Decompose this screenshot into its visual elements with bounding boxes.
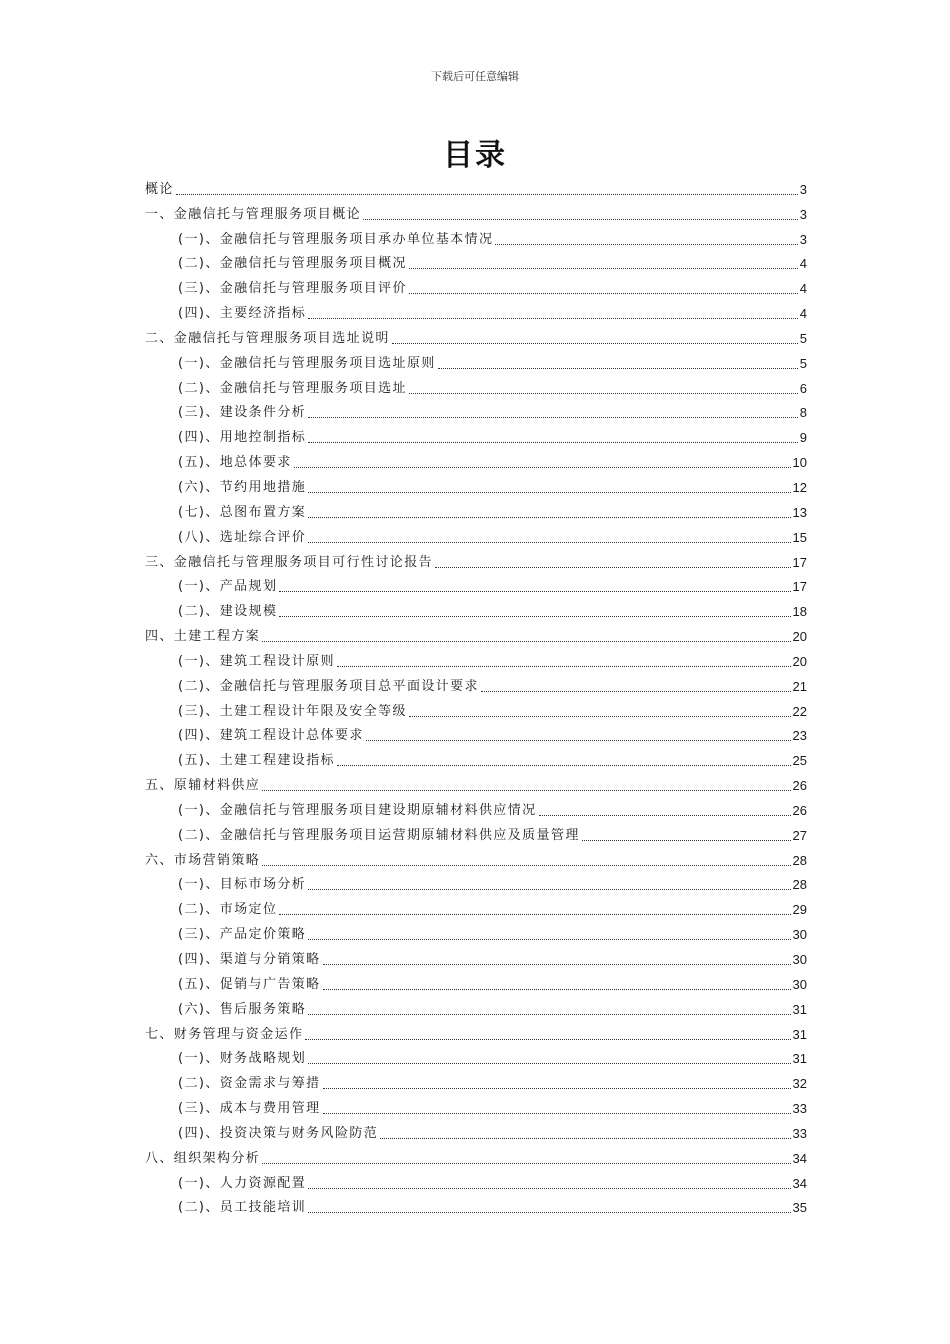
toc-dot-leader [308, 441, 798, 443]
toc-page-number: 30 [792, 927, 807, 943]
toc-entry[interactable] [145, 1193, 807, 1218]
toc-entry-text: (五)、土建工程建设指标 [178, 753, 335, 769]
toc-page-number: 4 [799, 281, 807, 297]
toc-entry[interactable] [145, 919, 807, 944]
toc-entry-text: (五)、地总体要求 [178, 455, 292, 471]
toc-page-number: 25 [792, 753, 807, 769]
toc-entry-text: (三)、建设条件分析 [178, 405, 307, 421]
toc-dot-leader [409, 715, 791, 717]
toc-page-number: 22 [792, 703, 807, 719]
toc-entry[interactable] [145, 447, 807, 472]
toc-entry[interactable] [145, 422, 807, 447]
toc-entry[interactable] [145, 596, 807, 621]
toc-entry[interactable] [145, 994, 807, 1019]
toc-dot-leader [495, 243, 797, 245]
toc-entry-text: (一)、人力资源配置 [178, 1175, 307, 1191]
toc-page-number: 20 [792, 653, 807, 669]
toc-dot-leader [409, 267, 798, 269]
toc-entry-text: (六)、售后服务策略 [178, 1001, 307, 1017]
toc-entry[interactable] [145, 398, 807, 423]
toc-entry-text: (二)、金融信托与管理服务项目概况 [178, 256, 407, 272]
toc-page-number: 31 [792, 1026, 807, 1042]
toc-dot-leader [435, 566, 791, 568]
toc-dot-leader [582, 839, 791, 841]
table-of-contents [145, 174, 807, 1217]
toc-page-number: 17 [792, 579, 807, 595]
toc-dot-leader [366, 739, 791, 741]
toc-dot-leader [409, 392, 798, 394]
toc-entry[interactable] [145, 298, 807, 323]
toc-page-number: 21 [792, 678, 807, 694]
toc-page-number: 28 [792, 852, 807, 868]
toc-entry[interactable] [145, 969, 807, 994]
toc-page-number: 15 [792, 529, 807, 545]
toc-page-number: 26 [792, 802, 807, 818]
toc-entry[interactable] [145, 770, 807, 795]
toc-entry-text: 四、土建工程方案 [145, 629, 261, 645]
toc-dot-leader [481, 690, 791, 692]
toc-entry[interactable] [145, 1044, 807, 1069]
toc-page-number: 3 [799, 206, 807, 222]
toc-entry[interactable] [145, 572, 807, 597]
toc-entry-text: (八)、选址综合评价 [178, 529, 307, 545]
toc-page-number: 27 [792, 827, 807, 843]
toc-dot-leader [438, 367, 798, 369]
toc-entry-text: 二、金融信托与管理服务项目选址说明 [145, 330, 390, 346]
toc-dot-leader [337, 764, 791, 766]
toc-dot-leader [279, 615, 790, 617]
toc-page-number: 31 [792, 1051, 807, 1067]
toc-entry-text: (一)、财务战略规划 [178, 1051, 307, 1067]
toc-entry[interactable] [145, 721, 807, 746]
toc-page-number: 5 [799, 330, 807, 346]
toc-dot-leader [323, 988, 791, 990]
toc-entry[interactable] [145, 174, 807, 199]
toc-page-number: 35 [792, 1200, 807, 1216]
toc-dot-leader [308, 516, 790, 518]
toc-entry[interactable] [145, 547, 807, 572]
toc-entry[interactable] [145, 870, 807, 895]
toc-page-number: 4 [799, 306, 807, 322]
toc-page-number: 10 [792, 455, 807, 471]
toc-entry[interactable] [145, 1168, 807, 1193]
toc-page-number: 3 [799, 231, 807, 247]
toc-entry-text: (四)、投资决策与财务风险防范 [178, 1125, 379, 1141]
toc-entry[interactable] [145, 820, 807, 845]
toc-entry-text: 三、金融信托与管理服务项目可行性讨论报告 [145, 554, 434, 570]
toc-dot-leader [262, 789, 790, 791]
toc-dot-leader [305, 1038, 790, 1040]
toc-dot-leader [262, 640, 790, 642]
toc-dot-leader [308, 1013, 790, 1015]
toc-entry[interactable] [145, 1093, 807, 1118]
toc-dot-leader [308, 1211, 790, 1213]
toc-entry-text: (四)、用地控制指标 [178, 430, 307, 446]
toc-entry-text: (四)、渠道与分销策略 [178, 952, 321, 967]
toc-entry[interactable] [145, 472, 807, 497]
toc-page-number: 17 [792, 554, 807, 570]
toc-dot-leader [262, 864, 790, 866]
toc-entry[interactable] [145, 373, 807, 398]
toc-entry-text: (五)、促销与广告策略 [178, 976, 321, 992]
toc-entry[interactable] [145, 199, 807, 224]
toc-entry[interactable] [145, 944, 807, 969]
toc-page-number: 33 [792, 1101, 807, 1117]
header-note: 下载后可任意编辑 [431, 70, 519, 83]
toc-dot-leader [262, 1162, 790, 1164]
toc-entry[interactable] [145, 845, 807, 870]
toc-entry-text: 八、组织架构分析 [145, 1150, 261, 1166]
toc-entry-text: (二)、建设规模 [178, 604, 278, 620]
toc-page-number: 13 [792, 504, 807, 520]
toc-dot-leader [308, 1187, 790, 1189]
toc-page-number: 32 [792, 1076, 807, 1092]
toc-page-number: 30 [792, 952, 807, 967]
toc-dot-leader [308, 317, 798, 319]
toc-page-number: 34 [792, 1150, 807, 1166]
toc-entry[interactable] [145, 894, 807, 919]
toc-dot-leader [337, 665, 791, 667]
toc-page-number: 31 [792, 1001, 807, 1017]
toc-entry[interactable] [145, 522, 807, 547]
toc-entry-text: (一)、建筑工程设计原则 [178, 653, 335, 669]
toc-entry-text: (二)、金融信托与管理服务项目选址 [178, 380, 407, 396]
toc-page-number: 8 [799, 405, 807, 421]
toc-entry-text: (二)、资金需求与筹措 [178, 1076, 321, 1092]
toc-entry-text: (三)、产品定价策略 [178, 927, 307, 943]
toc-dot-leader [323, 1087, 791, 1089]
toc-dot-leader [380, 1137, 790, 1139]
toc-entry[interactable] [145, 249, 807, 274]
toc-dot-leader [176, 193, 798, 195]
toc-entry[interactable] [145, 1143, 807, 1168]
toc-entry[interactable] [145, 696, 807, 721]
toc-entry[interactable] [145, 348, 807, 373]
toc-entry[interactable] [145, 273, 807, 298]
toc-entry[interactable] [145, 497, 807, 522]
toc-entry-text: 五、原辅材料供应 [145, 778, 261, 794]
toc-entry-text: (四)、建筑工程设计总体要求 [178, 728, 364, 744]
toc-entry[interactable] [145, 671, 807, 696]
toc-entry-text: (四)、主要经济指标 [178, 306, 307, 322]
toc-entry-text: (六)、节约用地措施 [178, 479, 307, 495]
toc-page-number: 34 [792, 1175, 807, 1191]
toc-entry-text: (七)、总图布置方案 [178, 504, 307, 520]
toc-page-number: 30 [792, 976, 807, 992]
toc-entry-text: 概论 [145, 181, 174, 197]
toc-dot-leader [409, 292, 798, 294]
toc-entry[interactable] [145, 224, 807, 249]
toc-dot-leader [392, 342, 798, 344]
toc-entry-text: 六、市场营销策略 [145, 852, 261, 868]
toc-entry-text: (二)、市场定位 [178, 902, 278, 918]
toc-page-number: 6 [799, 380, 807, 396]
toc-entry-text: (二)、金融信托与管理服务项目总平面设计要求 [178, 678, 479, 694]
toc-page-number: 23 [792, 728, 807, 744]
toc-dot-leader [323, 963, 791, 965]
toc-entry-text: (一)、金融信托与管理服务项目承办单位基本情况 [178, 231, 494, 247]
toc-page-number: 20 [792, 629, 807, 645]
toc-entry-text: (一)、产品规划 [178, 579, 278, 595]
toc-page-number: 26 [792, 778, 807, 794]
toc-page-number: 9 [799, 430, 807, 446]
toc-page-number: 12 [792, 479, 807, 495]
page-title: 目录 [443, 138, 507, 173]
toc-dot-leader [308, 938, 790, 940]
toc-dot-leader [363, 218, 798, 220]
toc-entry-text: 七、财务管理与资金运作 [145, 1026, 304, 1042]
toc-entry-text: (一)、目标市场分析 [178, 877, 307, 893]
toc-page-number: 18 [792, 604, 807, 620]
toc-dot-leader [279, 590, 790, 592]
toc-dot-leader [279, 913, 790, 915]
toc-entry-text: (二)、员工技能培训 [178, 1200, 307, 1216]
toc-page-number: 5 [799, 355, 807, 371]
toc-page-number: 33 [792, 1125, 807, 1141]
toc-entry[interactable] [145, 1019, 807, 1044]
toc-page-number: 4 [799, 256, 807, 272]
toc-dot-leader [308, 541, 790, 543]
toc-dot-leader [308, 1062, 790, 1064]
toc-dot-leader [308, 888, 790, 890]
toc-entry-text: (二)、金融信托与管理服务项目运营期原辅材料供应及质量管理 [178, 827, 580, 843]
toc-dot-leader [323, 1112, 791, 1114]
toc-entry[interactable] [145, 795, 807, 820]
toc-page-number: 28 [792, 877, 807, 893]
toc-entry-text: (三)、成本与费用管理 [178, 1101, 321, 1117]
toc-entry-text: (一)、金融信托与管理服务项目选址原则 [178, 355, 436, 371]
toc-dot-leader [308, 416, 798, 418]
toc-entry-text: (三)、土建工程设计年限及安全等级 [178, 703, 407, 719]
toc-entry-text: (三)、金融信托与管理服务项目评价 [178, 281, 407, 297]
toc-entry-text: 一、金融信托与管理服务项目概论 [145, 206, 362, 222]
toc-entry-text: (一)、金融信托与管理服务项目建设期原辅材料供应情况 [178, 802, 537, 818]
toc-entry[interactable] [145, 1068, 807, 1093]
toc-entry[interactable] [145, 745, 807, 770]
toc-entry[interactable] [145, 621, 807, 646]
toc-page-number: 29 [792, 902, 807, 918]
toc-entry[interactable] [145, 1118, 807, 1143]
toc-page-number: 3 [799, 181, 807, 197]
toc-dot-leader [308, 491, 790, 493]
toc-dot-leader [294, 466, 791, 468]
toc-dot-leader [539, 814, 791, 816]
toc-entry[interactable] [145, 646, 807, 671]
toc-entry[interactable] [145, 323, 807, 348]
